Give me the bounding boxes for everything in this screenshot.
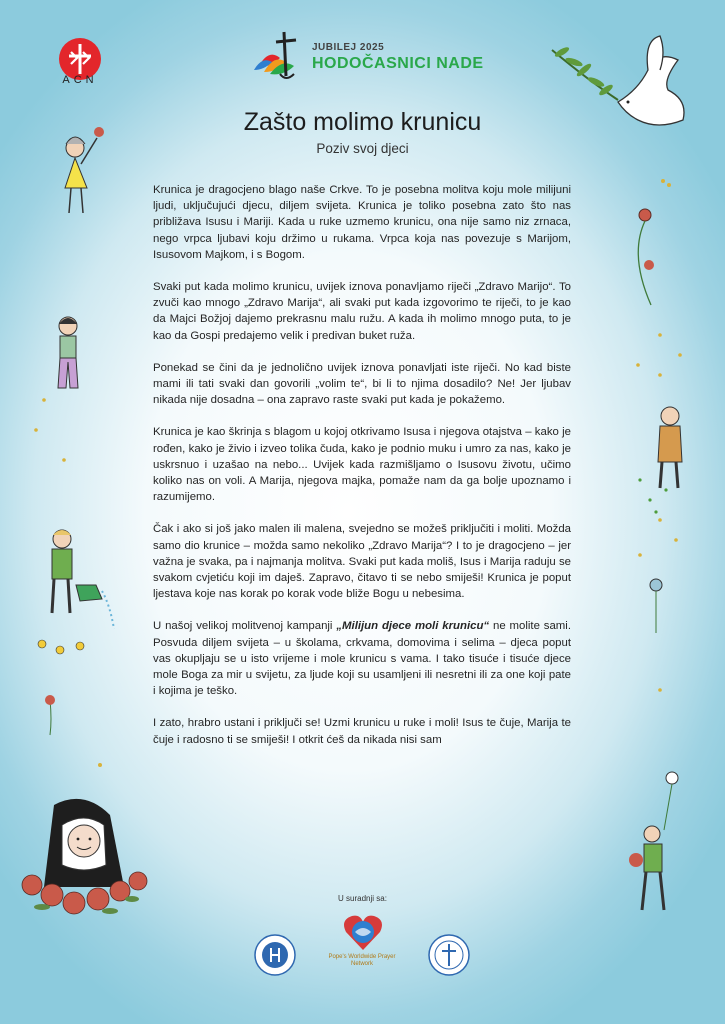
partner-badge-left: [254, 934, 296, 976]
page-title: Zašto molimo krunicu: [243, 108, 482, 136]
acn-label: ACN: [62, 74, 98, 86]
paragraph-6: [153, 618, 571, 699]
flowers-illustration: [30, 630, 100, 740]
paragraph-5: Čak i ako si još jako malen ili malena, svejedno se možeš priključiti i moliti. Možda samo dio krunice – možda samo nekoliko „Zdravo Marija“? I to je dragocjeno – jer važna je svaka, pa i najmanja molitva. Svaki put kada moliš, Isus i Marija raduju se svakom cvjetiću koji im daješ. Zapravo, čitavo ti se nebo smiješi! Krunica je poput ljestava koje nas korak po korak vode bliže Bogu u nebesima.: [153, 523, 571, 601]
nun-with-roses-illustration: [14, 795, 154, 925]
campaign-name: „Milijun djece moli krunicu“: [336, 620, 490, 633]
boy-watering-flowers-illustration: [40, 525, 120, 645]
paragraph-2: Svaki put kada molimo krunicu, uvijek iznova ponavljamo riječi „Zdravo Marijo“. To zvuči kao mnogo „Zdravo Marija“, ali svaki put kada izgovorimo te riječi, to je kao da Majci Božjoj dajemo prekrasnu malu ružu. A kada ih molimo mnogo puta, to je kao da Gospi predajemo velik i predivan buket ruža.: [153, 281, 571, 342]
cooperation-label: U suradnji sa:: [338, 894, 387, 903]
closing-paragraph: I zato, hrabro ustani i priključi se! Uzmi krunicu u ruke i moli! Isus te čuje, Marija te čuje i radosno ti se smiješi! I otkrit ćeš da nikada nisi sam: [153, 717, 571, 746]
girl-with-flower-illustration: [55, 118, 110, 228]
paragraph-3: Ponekad se čini da je jednolično uvijek iznova ponavljati iste riječi. No kad biste mami ili tati svaki dan govorili „volim te“, bi li to njima dosadilo? Ne! Jer ljubav nikada nije dosadna – ona zapravo raste svaki put kada je pokažemo.: [153, 361, 571, 407]
pwpn-logo: [342, 912, 384, 954]
paragraph-1: Krunica je dragocjeno blago naše Crkve. To je posebna molitva koju mole milijuni ljudi, uključujući djecu, diljem svijeta. Krunica je toliko posebna zato što nas približava Isusu i Mariji. Kada u ruke uzmemo krunicu, ona nije samo niz zrnaca, nego vrpca ljubavi koju držimo u rukama. Vrpca koja nas povezuje s Marijom, Isusovom Majkom, i s Bogom.: [153, 184, 571, 261]
paragraph-6-start: U našoj velikoj molitvenoj kampanji: [153, 620, 337, 633]
pwpn-label: Pope's Worldwide Prayer Network: [328, 954, 396, 967]
boy-sowing-illustration: [644, 402, 694, 492]
jubilee-year-label: JUBILEJ 2025: [312, 42, 385, 53]
rose-stem-illustration: [625, 175, 665, 315]
paragraph-6-end: ne molite sami. Posvuda diljem svijeta – u školama, crkvama, domovima i selima – djeca poput vas okupljaju se u isto vrijeme i mole krunicu s vama. I tako tisuće i tisuće djece mole Boga za mir u svijetu, za ljude koji su usamljeni ili nesretni ili za one koji pate i kojima je teško.: [153, 620, 571, 698]
jubilee-motto: HODOČASNICI NADE: [312, 55, 484, 72]
partner-badge-right: [428, 934, 470, 976]
girl-holding-doll-illustration: [48, 312, 88, 402]
small-flower-illustration: [636, 575, 676, 635]
jubilee-logo: [250, 28, 310, 84]
paragraph-4: Krunica je kao škrinja s blagom u kojoj otkrivamo Isusa i njegova otajstva – kako je rođen, kako je živio i izveo tolika čuda, kako je podnio muku i umro za nas, kako je uskrsnuo i uzašao na nebo... Uvijek kada razmišljamo o Isusovu životu, učimo koliko nas on voli. A Marija, njegova majka, pomaže nam da ga bolje upoznamo i razumijemo.: [153, 426, 571, 504]
article-body: [153, 182, 571, 764]
page-subtitle: Poziv svoj djeci: [316, 141, 409, 156]
